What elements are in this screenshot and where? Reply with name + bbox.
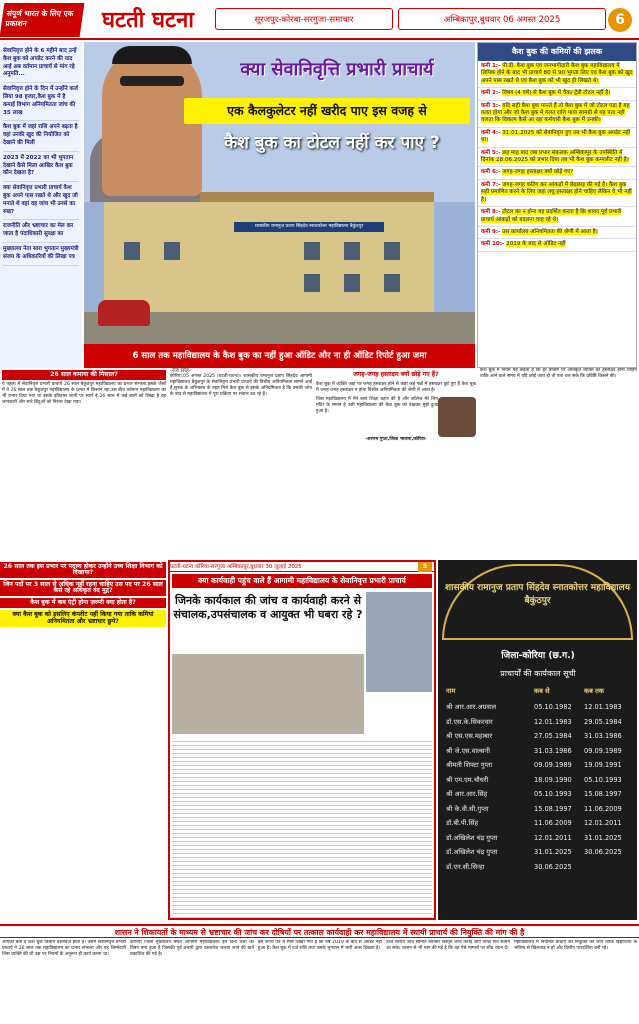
board-cell: 11.06.2009 <box>534 819 572 827</box>
board-cell: 09.09.1989 <box>584 746 622 755</box>
shortcoming-item <box>478 227 636 239</box>
article-text: इस शपथ पत्र में स्पष्ट लिखा गया है कि वर्ष 2019 के बाद से ऑडिट नहीं हुआ है। कैश बुक में दर्ज राशि तथा उसके भुगतान में भारी अंतर दिखता है। <box>258 940 382 952</box>
subhead: 26 साल कमाया की मिसाल? <box>2 370 166 380</box>
photo-caption: 6 साल तक महाविद्यालय के कैश बुक का नहीं हुआ ऑडिट और ना ही ऑडिट रिपोर्ट हुआ जमा <box>84 344 475 368</box>
column-1 <box>2 368 166 560</box>
page-number: 6 <box>608 8 632 32</box>
shortcoming-item <box>478 61 636 88</box>
board-cell: डॉ.अखिलेश चंद्र गुप्ता <box>446 848 498 856</box>
board-cell <box>584 860 632 875</box>
parked-car <box>98 300 150 326</box>
board-cell: 31.01.2025 <box>584 833 622 842</box>
article-text: उच्च स्तरीय जांच समिति बनाकर विस्तृत जांच कराई जाए ताकि सच सामने आ सके। शासन से भी मांग की गई है कि वह ऐसे मामलों पर शीघ्र ध्यान दें। <box>386 940 510 952</box>
shortcoming-item <box>478 180 636 207</box>
clipping-topbar: घटती-घटना कोरिया-सरगुजा अम्बिकापुर,बुधवार 30 जुलाई 2025 <box>170 562 434 572</box>
college-building <box>104 202 434 312</box>
clipping-document-image <box>366 592 432 692</box>
board-col-from: कब से <box>534 687 550 695</box>
board-row <box>446 787 632 802</box>
item-label: कमी 10:- <box>481 241 505 248</box>
bottom-article <box>0 924 639 1024</box>
board-row <box>446 715 632 730</box>
article-text: कोरिया,05 अगस्त 2025 (घटती-घटना)। शासकीय रामानुज प्रताप सिंहदेव आगामी महाविद्यालय बैकुंठपुर के सेवानिवृत्त प्रभारी प्राचार्य की वित्तीय अनियमितता सामने आई है,सूत्रक के अभिकाश के तहत मिले कैश बुक से इसके अनियमितता है कि उसकी जांच के बाद से महाविद्यालय में पूरा प्रक्रिया पर सवाल उठ रहे हैं। <box>170 374 312 398</box>
board-cell: 12.01.2011 <box>584 819 622 827</box>
item-text: उस कार्यालय अनियमितता की श्रेणी में आता है। <box>502 228 598 235</box>
board-cell: 30.06.2025 <box>534 862 572 871</box>
item-label: कमी 2:- <box>481 90 501 97</box>
item-label: कमी 4:- <box>481 129 501 136</box>
board-row <box>446 773 632 788</box>
shortcoming-item <box>478 207 636 227</box>
board-cell: 05.10.1993 <box>584 775 622 784</box>
place-date: अम्बिकापुर,बुधवार 06 अगस्त 2025 <box>398 8 606 30</box>
subhead: जगह-जगह हस्ताक्षर क्यों छोड़े गए हैं? <box>316 370 476 380</box>
column-2 <box>170 368 312 560</box>
clipping-page-number: 5 <box>418 562 432 572</box>
board-cell: 12.01.1983 <box>584 703 622 711</box>
item-label: कमी 6:- <box>481 169 501 176</box>
article-text: महाविद्यालय में नियमित प्राचार्य की नियुक्ति की जाए ताकि विद्यार्थियों के भविष्य से खिलवाड़ न हो और वित्तीय पारदर्शिता बनी रहे। <box>514 940 637 952</box>
board-cell: श्री जे.एस.वाल्सनी <box>446 746 490 755</box>
clipping-text-block <box>172 738 432 918</box>
item-text: 31.01.2025 को सेवानिवृत्त हुए तब भी कैश बुक अपडेट नहीं था। <box>481 129 631 144</box>
headline-3: कैश बुक का टोटल नहीं कर पाए ? <box>224 133 440 153</box>
board-rows <box>446 700 632 918</box>
masthead <box>0 0 639 40</box>
previous-edition-clipping <box>168 560 436 920</box>
item-label: कमी 3:- <box>481 102 501 109</box>
board-cell: 19.09.1991 <box>584 761 622 769</box>
sidebar-item: 2023 में 2022 का भी भुगतान देखाने कैसे मिला आखिर कैश बुक कौन देखता है? <box>3 152 79 182</box>
board-row <box>446 729 632 744</box>
tagline: संपूर्ण भारत के लिए एक प्रकाशन <box>0 3 84 37</box>
item-label: कमी 5:- <box>481 149 501 156</box>
clipping-photo <box>172 654 364 734</box>
window <box>344 242 360 260</box>
item-text: पी.डी. कैश बुक एवं जनभागीदारी कैश बुक महाविद्यालय में लिपिक होने के बाद भी प्राचार्य 80 से 90 भुगता लिए एवं कैश बुक को खुद अपने पास रखते थे एवं कैश बुक को भी खुद ही लिखते थे। <box>481 63 633 84</box>
hair <box>112 46 192 64</box>
article-section <box>0 368 639 560</box>
headline-2: एक कैलकुलेटर नहीं खरीद पाए इस वजह से <box>184 98 470 124</box>
shortcomings-title: कैश बुक की कमियों की झलक <box>478 43 636 61</box>
column-3 <box>316 368 476 560</box>
window <box>344 274 360 292</box>
board-cell: 15.08.1997 <box>534 804 572 813</box>
board-district: जिला-कोरिया (छ.ग.) <box>501 651 575 661</box>
item-label: कमी 9:- <box>481 228 501 235</box>
board-row <box>446 700 632 715</box>
board-cell: श्री आर.आर.सिंह <box>446 790 488 798</box>
item-text: 2019 के बाद से ऑडिट नहीं <box>506 241 566 248</box>
sidebar-item: कैश बुक में जहां राशि अपने बढ़ता है वहां उनकी खुद की नियोजित को देखाने की मिली <box>3 121 79 151</box>
subhead: कैश बुक में कब एंट्री होना ज़रूरी क्या होता है? <box>0 598 166 608</box>
shortcoming-item <box>478 88 636 100</box>
sidebar-item: मुख्यालय नेता सारा भुगतान मुख्यमंत्री संजय के अधिकारियों की लिखा पत्र <box>3 243 79 266</box>
board-col-name: नाम <box>446 687 456 695</box>
college-signboard: शासकीय रामानुज प्रताप सिंहदेव स्नातकोत्तर महाविद्यालय बैकुंठपुर <box>234 222 384 232</box>
board-row <box>446 744 632 759</box>
board-cell: श्री एस.एस.महाबार <box>446 732 493 740</box>
sidebar-highlights <box>0 42 82 368</box>
board-cell: 09.09.1989 <box>534 761 572 769</box>
item-text: यदि सही कैश बुक मानते हैं तो कैश बुक में जो टोटल पड़ा है यह ग़लत होगा और जो कैश बुक में गलत राशि पाया सामग्री से यह पता नहीं चलता कि विकल्प कैसे आ रहा कर्मचारी कैश बुक में उनकी। <box>481 102 630 124</box>
board-subtitle: प्राचार्यों की कार्यकाल सूची <box>500 669 576 678</box>
quote-person-photo <box>438 397 476 437</box>
principal-list-board <box>438 560 637 920</box>
board-row <box>446 816 632 831</box>
board-cell: 31.03.1986 <box>584 732 622 740</box>
headline-1: क्या सेवानिवृत्ति प्रभारी प्राचार्य <box>240 59 434 80</box>
window <box>384 242 400 260</box>
shortcoming-item <box>478 239 636 251</box>
shortcomings-box <box>477 42 637 368</box>
shortcoming-item <box>478 167 636 179</box>
board-cell: श्री के.वी.सी.गुप्ता <box>446 804 489 813</box>
left-lower-column <box>0 560 166 924</box>
sidebar-item: क्या सेवानिवृत्त प्रभारी प्राचार्य कैश बुक अपने पास रखते थे और खुद जो मनाते थे वहां वह जांच भी उनसे का रुख? <box>3 182 79 220</box>
shortcoming-item <box>478 128 636 148</box>
board-cell: 18.09.1990 <box>534 775 572 784</box>
sidebar-item: सेवानिवृत्त होने के दिन में उन्होंने कर्ज लिया 98 हजार,कैश बुक में है कमाई विभाग अनियमितता जांच की 35 लाख <box>3 83 79 121</box>
clipping-subheadline: जिनके कार्यकाल की जांच व कार्यवाही करने से संचालक,उपसंचालक व आयुक्त भी घबरा रहे ? <box>173 594 363 621</box>
board-cell: 29.05.1984 <box>584 717 622 726</box>
board-header-row <box>446 684 632 699</box>
board-cell: 31.01.2025 <box>534 848 572 856</box>
subhead: जिन पदों पर 3 साल से अधिक नहीं रहना चाहिए उस पद पर 26 साल कैसे रहे अधिकृत वंद मुद्ग? <box>0 580 166 596</box>
column-4 <box>480 368 637 560</box>
item-label: कमी 8:- <box>481 209 501 216</box>
article-text: कैश बुक में व्यक्ति जहां पर जगह हस्ताक्षर होने से कहां कई पन्नों में हस्ताक्षर छूटे हुए हैं कैश बुक में जगह-जगह हस्ताक्षर न होना वित्तीय अनियमितता की श्रेणी में आता है। <box>316 382 476 394</box>
board-cell: 11.06.2009 <box>584 804 622 813</box>
board-cell: 12.01.2011 <box>534 833 572 842</box>
board-cell: श्रीमती शिफ्टा गुप्ता <box>446 761 493 769</box>
item-text: जगह-जगह हस्ताक्षर क्यों छोड़े गए? <box>502 169 574 176</box>
item-text: जगह-जगह कटिंग कर आंकड़ों में छेड़छाड़ की गई है। कैश बुक सही प्रमाणित करने के लिए जहां लघु हस्ताक्षर होने चाहिए लेकिन वे भी नहीं है। <box>481 181 632 203</box>
newspaper-logo: घटती घटना <box>102 7 194 33</box>
quote-text: जिस महाविद्यालय में मैंने स्वयं शिक्षा ग्रहण की है और कॉलेज मेरे लिए मंदिर के समान है उसी महाविद्यालय की कैश बुक को देखकर मुझे दुःख हुआ है। <box>316 397 438 415</box>
subhead: 26 साल तक इस प्रभार पर पदस्थ होकर उन्होंने उच्च शिक्षा विभाग को दिखाया? <box>0 562 166 578</box>
article-text: आपको बता दें कैश बुक वित्तीय दस्तावेज होती है। उसमें सेवानिवृत्त प्रभारी प्राचार्य ने 26 साल तक महाविद्यालय का प्रभार संभाला और यह जिम्मेदारी जिस व्यक्ति की थी उस पर नियमों के अनुरूप ही कार्य करना था। <box>2 940 126 958</box>
byline: -रवि सिंह- <box>170 368 191 374</box>
article-text: कैश बुक में नियम यह कहता है कि हर प्रविष्टि पर अधिकृत व्यक्ति का हस्ताक्षर होना चाहिए ताकि आने वाले समय में यदि कोई जांच हो तो पता चल सके कि प्रविष्टि किसने की। <box>480 368 637 380</box>
board-cell: 12.01.1983 <box>534 717 572 726</box>
board-cell: डॉ.एन.सी.सिन्हा <box>446 862 485 871</box>
board-arch-title: शासकीय रामानुज प्रताप सिंहदेव स्नातकोत्तर महाविद्यालय बैकुंठपुर <box>442 564 633 640</box>
subtitle: सूरजपुर-कोरबा-सरगुजा-समाचार <box>215 8 393 30</box>
item-text: छह माह बाद जब प्रभार संकलक अम्बिकापुर के उपस्थिति में दिनांक 28.06.2025 को प्रभार दिया तब भी कैश बुक कम्पलीट नहीं है। <box>481 149 629 164</box>
board-row <box>446 831 632 846</box>
board-cell: 05.10.1982 <box>534 703 572 711</box>
board-cell: 15.08.1997 <box>584 790 622 798</box>
window <box>164 242 180 260</box>
quote-attribution: -शरणम गुप्ता,जिला भाजपा,कोरिया- <box>365 437 427 443</box>
board-cell: 30.06.2025 <box>584 848 622 856</box>
board-row <box>446 758 632 773</box>
window <box>304 274 320 292</box>
item-label: कमी 1:- <box>481 63 501 69</box>
subhead: क्या कैश बुक को इसलिए कंप्लीट नहीं किया गया ताकि कमियां अनियमितता और भ्रष्टाचार छुपे? <box>0 610 166 626</box>
shortcoming-item <box>478 101 636 128</box>
glasses-icon <box>120 76 184 86</box>
board-row <box>446 845 632 860</box>
sidebar-item: सेवानिवृत्त होने के 6 महीने बाद उन्हें कैश बुक को अपडेट करने की याद आई अब वर्तमान प्राचार्य से मांग रहे अनुमति... <box>3 45 79 83</box>
board-cell: 05.10.1993 <box>534 790 572 798</box>
sidebar-item: राजनीति और भ्रष्टाचार का मेल कर जाता है पदाधिकारी सुरक्षा का <box>3 220 79 243</box>
bottom-headline: शासन ने शिकायतों के माध्यम से भ्रष्टाचार की जांच कर दोषियों पर तत्काल कार्यवाही कर महाविद्यालय में स्थायी प्राचार्य की नियुक्ति की मांग की है <box>0 924 639 938</box>
board-cell: डॉ.बी.पी.सिंह <box>446 819 479 827</box>
shortcoming-item <box>478 148 636 168</box>
board-row <box>446 860 632 875</box>
hero-photo <box>84 42 475 368</box>
board-cell: श्री एम.एम.चौधरी <box>446 775 489 784</box>
article-text: ये पहला में सेवानिवृत्त प्रभारी प्राचार्य 26 साल बैकुंठपुर महाविद्यालय का प्रभार संभाला,इसके जैसों में वे 26 साल तक बैकुंठपुर महाविद्यालय के प्रभार में किसान रहा,उस बीच वर्तमान महाविद्यालय का भी प्रभार दिया गया था इसके इतिहास जानी पर स्वर्ण ई 26 साल में कई बातों को लिखा है वह जानकारी और सारे बिंदुओं को निरंतर देखा गया। <box>2 382 166 406</box>
board-cell: 27.05.1984 <box>534 732 572 740</box>
board-cell: 31.03.1986 <box>534 746 572 755</box>
board-cell: डॉ.एस.के.सिकरवार <box>446 717 493 726</box>
board-cell: डॉ.अखिलेश चंद्र गुप्ता <box>446 833 498 842</box>
item-text: टोटल का न होना यह प्रदर्शित करता है कि शायद पूर्व प्रभारी प्राचार्य आंकड़ों को बदलना चाह रहे थे। <box>481 209 622 223</box>
board-row <box>446 802 632 817</box>
window <box>124 242 140 260</box>
board-cell: श्री आर.आर.अग्रवाल <box>446 703 497 711</box>
window <box>384 274 400 292</box>
article-text: कोरिया जिला मुख्यालय स्थित आगामी महाविद्यालय इन दिनों चर्चा का विषय बना हुआ है जिसकी पूर्व प्रभारी द्वारा दस्तावेज जलाए जाने की बातें प्रकाशित की गई है। <box>130 940 254 958</box>
shortcomings-list <box>478 61 636 367</box>
window <box>304 242 320 260</box>
item-text: विषय (4 वर्ष) से कैश बुक में चैक/ ट्रेंडी टोटल नहीं है। <box>502 90 611 97</box>
item-label: कमी 7:- <box>481 181 501 188</box>
board-col-to: कब तक <box>584 687 604 695</box>
clipping-headline: क्या कार्यवाही पहुंच वाले हैं आगामी महाविद्यालय के सेवानिवृत्त प्रभारी प्राचार्य <box>172 574 432 588</box>
